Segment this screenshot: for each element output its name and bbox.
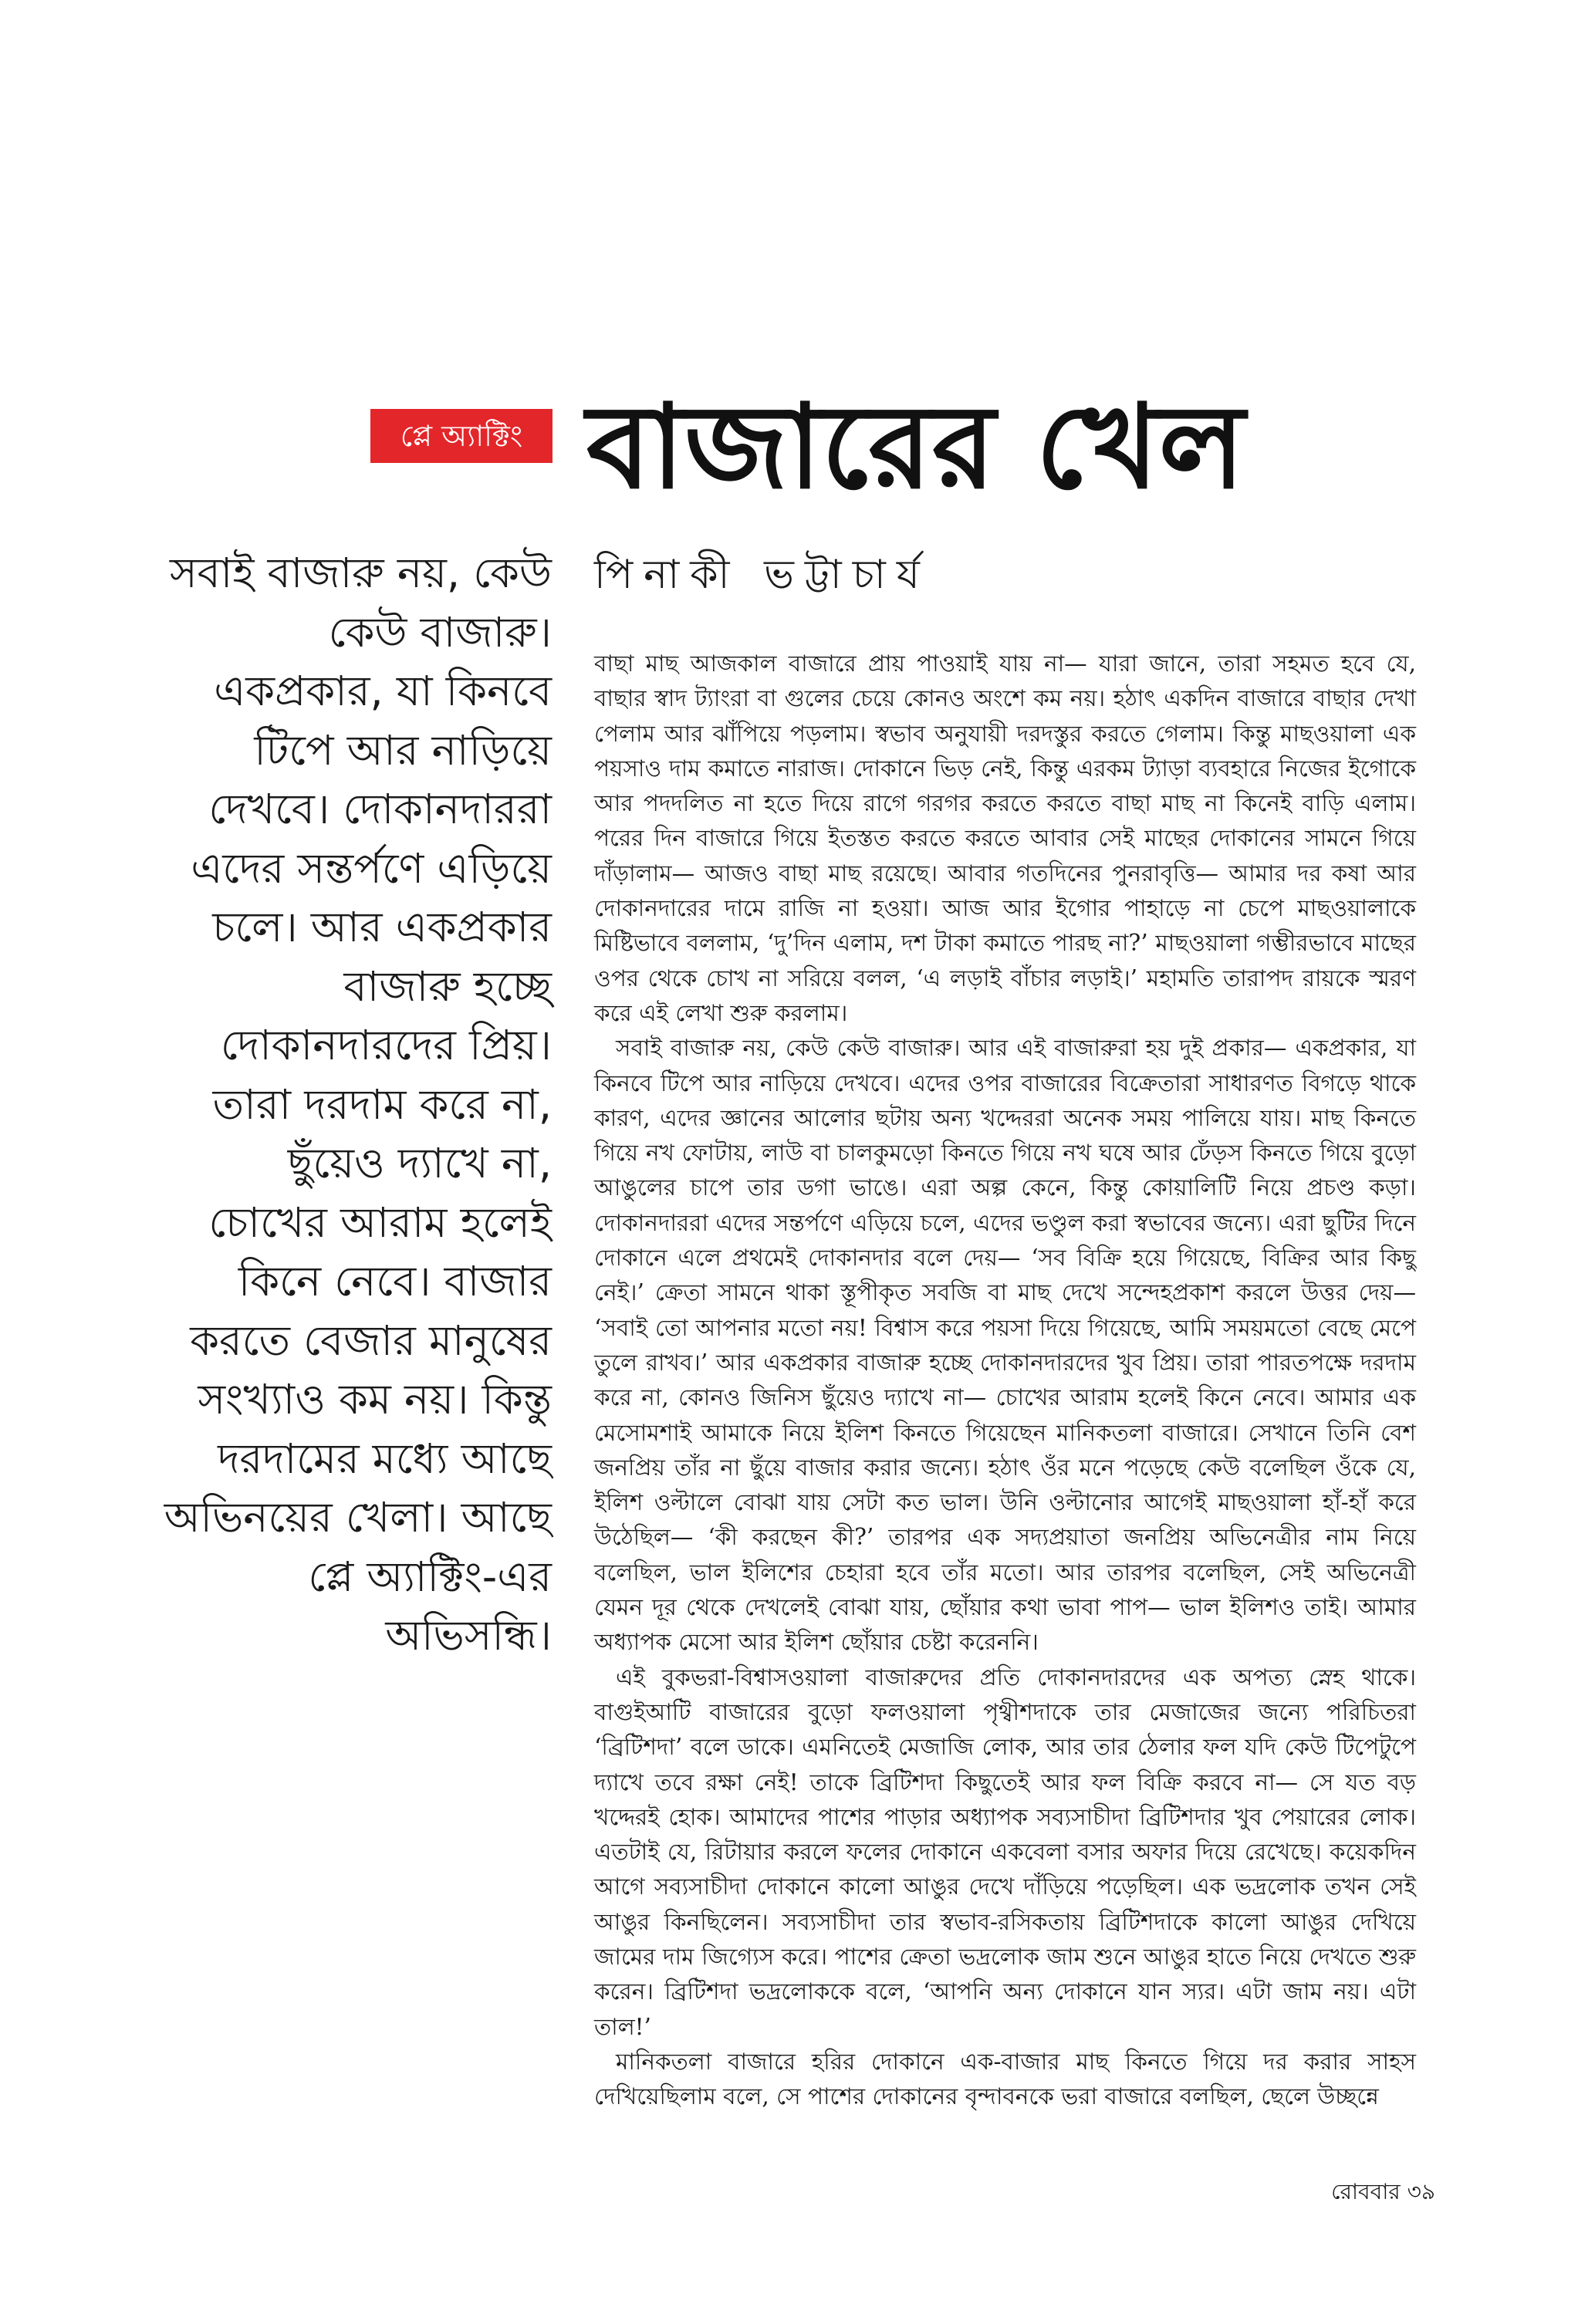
article-body xyxy=(594,647,1416,2167)
paragraph-1: বাছা মাছ আজকাল বাজারে প্রায় পাওয়াই যায় না— যারা জানে, তারা সহমত হবে যে, বাছার স্বাদ ট্যাংরা বা গুলের চেয়ে কোনও অংশে কম নয়। হঠাৎ একদিন বাজারে বাছার দেখা পেলাম আর ঝাঁপিয়ে পড়লাম। স্বভাব অনুযায়ী দরদস্তুর করতে গেলাম। কিন্তু মাছওয়ালা এক পয়সাও দাম কমাতে নারাজ। দোকানে ভিড় নেই, কিন্তু এরকম ট্যাড়া ব্যবহারে নিজের ইগোকে আর পদদলিত না হতে দিয়ে রাগে গরগর করতে করতে বাছা মাছ না কিনেই বাড়ি এলাম। পরের দিন বাজারে গিয়ে ইতস্তত করতে করতে আবার সেই মাছের দোকানের সামনে গিয়ে দাঁড়ালাম— আজও বাছা মাছ রয়েছে। আবার গতদিনের পুনরাবৃত্তি— আমার দর কষা আর দোকানদারের দামে রাজি না হওয়া। আজ আর ইগোর পাহাড়ে না চেপে মাছওয়ালাকে মিষ্টিভাবে বললাম, ‘দু’দিন এলাম, দশ টাকা কমাতে পারছ না?’ মাছওয়ালা গম্ভীরভাবে মাছের ওপর থেকে চোখ না সরিয়ে বলল, ‘এ লড়াই বাঁচার লড়াই।’ মহামতি তারাপদ রায়কে স্মরণ করে এই লেখা শুরু করলাম। xyxy=(594,650,1416,1026)
pull-quote xyxy=(158,544,552,1660)
article-title: বাজারের খেল xyxy=(586,380,1245,515)
paragraph-4: মানিকতলা বাজারে হরির দোকানে এক-বাজার মাছ কিনতে গিয়ে দর করার সাহস দেখিয়েছিলাম বলে, সে পাশের দোকানের বৃন্দাবনকে ভরা বাজারে বলছিল, ছেলে উচ্ছন্নে xyxy=(594,2048,1416,2110)
author-byline: পিনাকী ভট্টাচার্য xyxy=(594,552,931,598)
pull-quote-text: সবাই বাজারু নয়, কেউ কেউ বাজারু। একপ্রকার, যা কিনবে টিপে আর নাড়িয়ে দেখবে। দোকানদাররা এদের সন্তর্পণে এড়িয়ে চলে। আর একপ্রকার বাজারু হচ্ছে দোকানদারদের প্রিয়। তারা দরদাম করে না, ছুঁয়েও দ্যাখে না, চোখের আরাম হলেই কিনে নেবে। বাজার করতে বেজার মানুষের সংখ্যাও কম নয়। কিন্তু দরদামের মধ্যে আছে অভিনয়ের খেলা। আছে প্লে অ্যাক্টিং-এর অভিসন্ধি। xyxy=(164,549,552,1660)
paragraph-2: সবাই বাজারু নয়, কেউ কেউ বাজারু। আর এই বাজারুরা হয় দুই প্রকার— একপ্রকার, যা কিনবে টিপে আর নাড়িয়ে দেখবে। এদের ওপর বাজারের বিক্রেতারা সাধারণত বিগড়ে থাকে কারণ, এদের জ্ঞানের আলোর ছটায় অন্য খদ্দেররা অনেক সময় পালিয়ে যায়। মাছ কিনতে গিয়ে নখ ফোটায়, লাউ বা চালকুমড়ো কিনতে গিয়ে নখ ঘষে আর ঢেঁড়স কিনতে গিয়ে বুড়ো আঙুলের চাপে তার ডগা ভাঙে। এরা অল্প কেনে, কিন্তু কোয়ালিটি নিয়ে প্রচণ্ড কড়া। দোকানদাররা এদের সন্তর্পণে এড়িয়ে চলে, এদের ভণ্ডুল করা স্বভাবের জন্যে। এরা ছুটির দিনে দোকানে এলে প্রথমেই দোকানদার বলে দেয়— ‘সব বিক্রি হয়ে গিয়েছে, বিক্রির আর কিছু নেই।’ ক্রেতা সামনে থাকা স্তূপীকৃত সবজি বা মাছ দেখে সন্দেহপ্রকাশ করলে উত্তর দেয়— ‘সবাই তো আপনার মতো নয়! বিশ্বাস করে পয়সা দিয়ে গিয়েছে, আমি সময়মতো বেছে মেপে তুলে রাখব।’ আর একপ্রকার বাজারু হচ্ছে দোকানদারদের খুব প্রিয়। তারা পারতপক্ষে দরদাম করে না, কোনও জিনিস ছুঁয়েও দ্যাখে না— চোখের আরাম হলেই কিনে নেবে। আমার এক মেসোমশাই আমাকে নিয়ে ইলিশ কিনতে গিয়েছেন মানিকতলা বাজারে। সেখানে তিনি বেশ জনপ্রিয় তাঁর না ছুঁয়ে বাজার করার জন্যে। হঠাৎ ওঁর মনে পড়েছে কেউ বলেছিল ওঁকে যে, ইলিশ ওল্টালে বোঝা যায় সেটা কত ভাল। উনি ওল্টানোর আগেই মাছওয়ালা হাঁ-হাঁ করে উঠেছিল— ‘কী করছেন কী?’ তারপর এক সদ্যপ্রয়াতা জনপ্রিয় অভিনেত্রীর নাম নিয়ে বলেছিল, ভাল ইলিশের চেহারা হবে তাঁর মতো। আর তারপর বলেছিল, সেই অভিনেত্রী যেমন দূর থেকে দেখলেই বোঝা যায়, ছোঁয়ার কথা ভাবা পাপ— ভাল ইলিশও তাই। আমার অধ্যাপক মেসো আর ইলিশ ছোঁয়ার চেষ্টা করেননি। xyxy=(594,1035,1416,1656)
section-tag: প্লে অ্যাক্টিং xyxy=(370,409,553,463)
paragraph-3: এই বুকভরা-বিশ্বাসওয়ালা বাজারুদের প্রতি দোকানদারদের এক অপত্য স্নেহ থাকে। বাগুইআটি বাজারের বুড়ো ফলওয়ালা পৃথ্বীশদাকে তার মেজাজের জন্যে পরিচিতরা ‘ব্রিটিশদা’ বলে ডাকে। এমনিতেই মেজাজি লোক, আর তার ঠেলার ফল যদি কেউ টিপেটুপে দ্যাখে তবে রক্ষা নেই! তাকে ব্রিটিশদা কিছুতেই আর ফল বিক্রি করবে না— সে যত বড় খদ্দেরই হোক। আমাদের পাশের পাড়ার অধ্যাপক সব্যসাচীদা ব্রিটিশদার খুব পেয়ারের লোক। এতটাই যে, রিটায়ার করলে ফলের দোকানে একবেলা বসার অফার দিয়ে রেখেছে। কয়েকদিন আগে সব্যসাচীদা দোকানে কালো আঙুর দেখে দাঁড়িয়ে পড়েছিল। এক ভদ্রলোক তখন সেই আঙুর কিনছিলেন। সব্যসাচীদা তার স্বভাব-রসিকতায় ব্রিটিশদাকে কালো আঙুর দেখিয়ে জামের দাম জিগ্যেস করে। পাশের ক্রেতা ভদ্রলোক জাম শুনে আঙুর হাতে নিয়ে দেখতে শুরু করেন। ব্রিটিশদা ভদ্রলোককে বলে, ‘আপনি অন্য দোকানে যান স্যর। এটা জাম নয়। এটা তাল!’ xyxy=(594,1664,1416,2040)
page-footer: রোববার ৩৯ xyxy=(1331,2179,1435,2204)
